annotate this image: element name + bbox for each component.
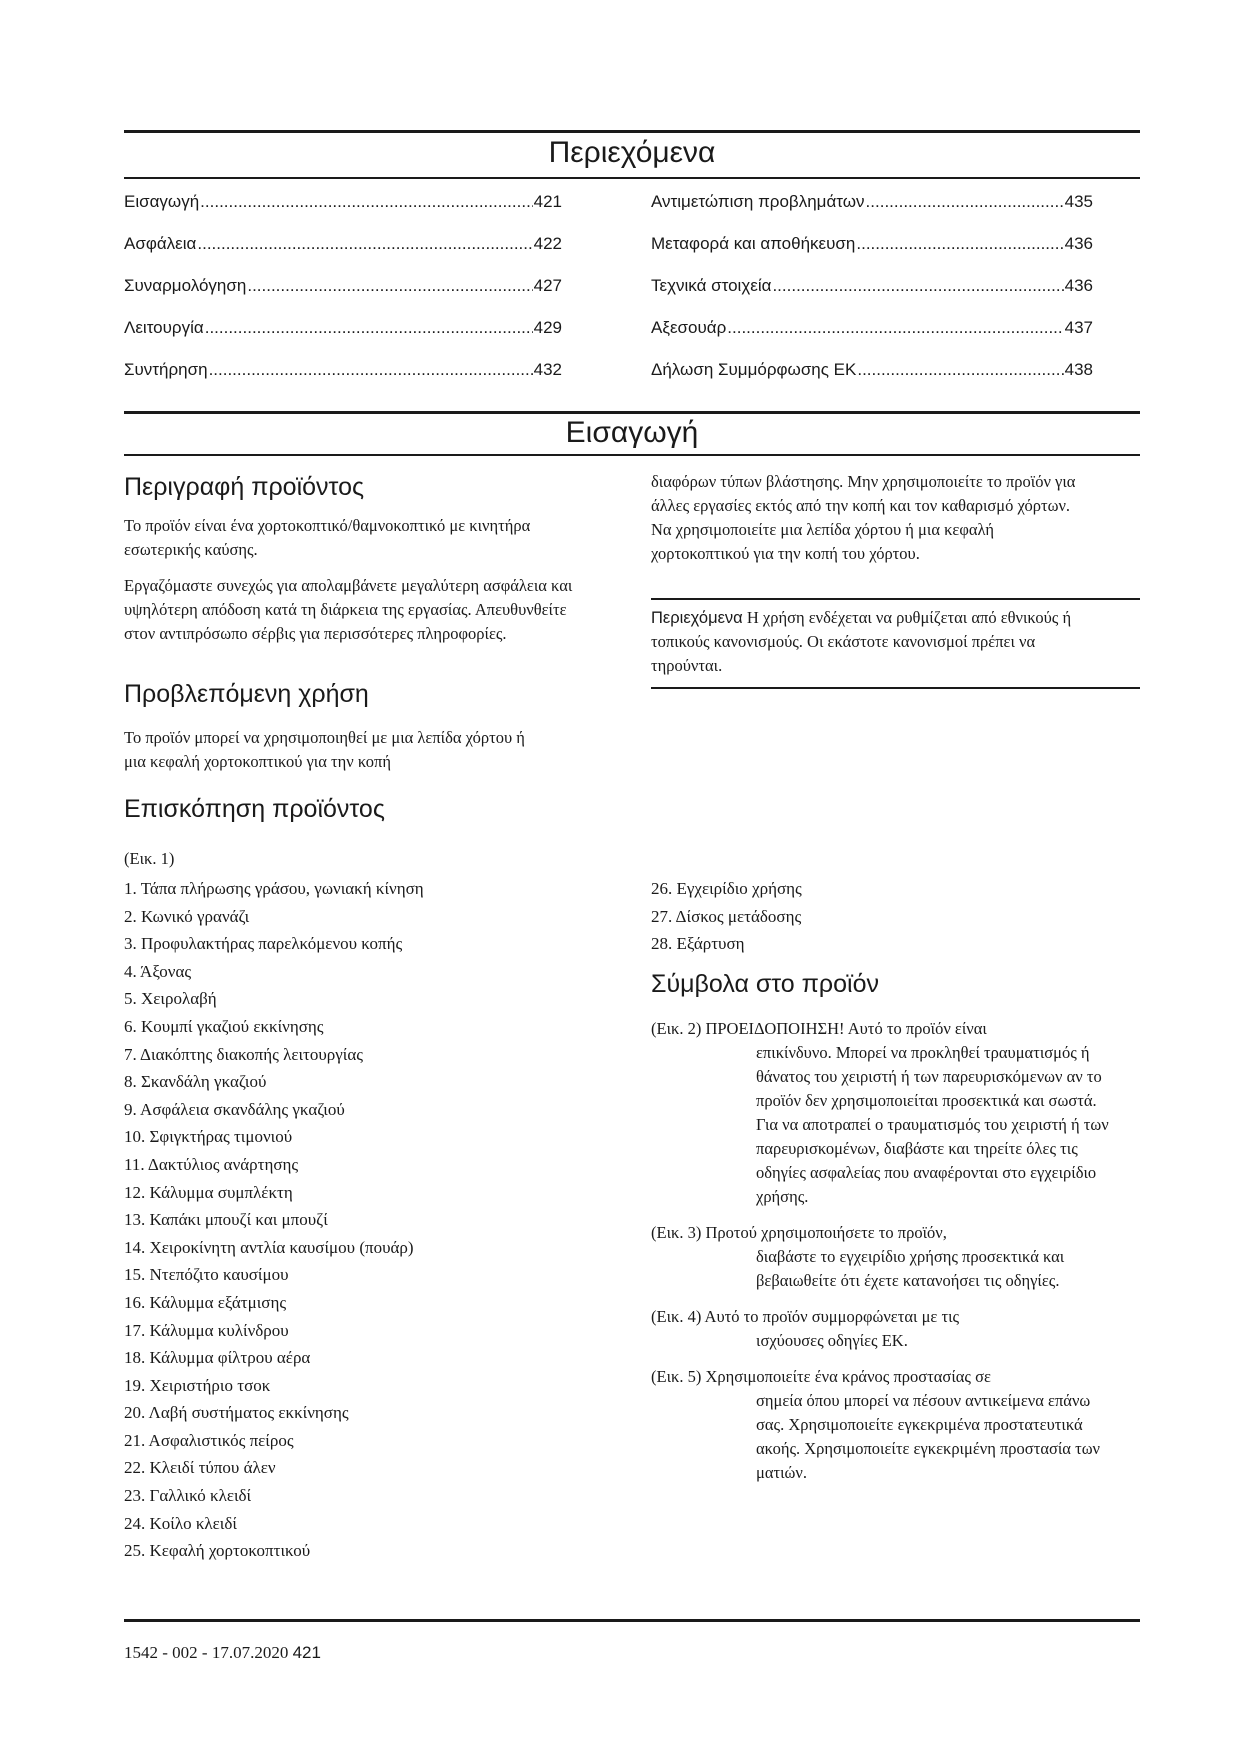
footer-rule <box>124 1619 1140 1622</box>
contents-title: Περιεχόμενα <box>548 136 716 169</box>
list-item: 15. Ντεπόζιτο καυσίμου <box>124 1265 289 1285</box>
list-item: 28. Εξάρτυση <box>651 934 745 954</box>
list-item: 11. Δακτύλιος ανάρτησης <box>124 1154 299 1174</box>
toc-entry[interactable]: Ασφάλεια ..... 422 <box>124 234 562 276</box>
toc-entry[interactable]: Αξεσουάρ ..... 437 <box>651 318 1093 360</box>
list-item: 4. Άξονας <box>124 961 192 981</box>
toc-entry[interactable]: Λειτουργία ..... 429 <box>124 318 562 360</box>
toc-entry[interactable]: Εισαγωγή ..... 421 <box>124 192 562 234</box>
symbol-entry: (Εικ. 2) ΠΡΟΕΙΔΟΠΟΙΗΣΗ! Αυτό το προϊόν είναι επικίνδυνο. Μπορεί να προκληθεί τραυματισμός ή θάνατος του χειριστή ή των παρευρισκόμενων αν το προϊόν δεν χρησιμοποιείται προσεκτικά και σωστά. Για να αποτραπεί ο τραυματισμός του χειριστή ή των παρευρισκομένων, διαβάστε και τηρείτε όλες τις οδηγίες ασφαλείας που αναφέρονται στο εγχειρίδιο χρήσης. <box>651 1019 1109 1206</box>
list-item: 6. Κουμπί γκαζιού εκκίνησης <box>124 1016 324 1036</box>
list-item: 2. Κωνικό γρανάζι <box>124 906 250 926</box>
symbols-heading: Σύμβολα στο προϊόν <box>651 970 879 998</box>
list-item: 25. Κεφαλή χορτοκοπτικού <box>124 1541 311 1561</box>
note-label: Περιεχόμενα <box>651 609 743 627</box>
page-footer <box>124 1643 321 1663</box>
symbol-entry: (Εικ. 5) Χρησιμοποιείτε ένα κράνος προστασίας σε σημεία όπου μπορεί να πέσουν αντικείμενα επάνω σας. Χρησιμοποιείτε εγκεκριμένα προστατευτικά ακοής. Χρησιμοποιείτε εγκεκριμένη προστασία των ματιών. <box>651 1367 1101 1482</box>
list-item: 19. Χειριστήριο τσοκ <box>124 1375 271 1395</box>
toc-entry[interactable]: Δήλωση Συμμόρφωσης ΕΚ ..... 438 <box>651 360 1093 402</box>
parts-list-left <box>124 875 424 1565</box>
list-item: 9. Ασφάλεια σκανδάλης γκαζιού <box>124 1099 345 1119</box>
list-item: 26. Εγχειρίδιο χρήσης <box>651 879 802 898</box>
list-item: 16. Κάλυμμα εξάτμισης <box>124 1292 287 1312</box>
list-item: 5. Χειρολαβή <box>124 989 217 1009</box>
page-number: 421 <box>292 1643 321 1662</box>
intro-bottom-rule <box>124 454 1140 456</box>
list-item: 22. Κλειδί τύπου άλεν <box>124 1458 276 1478</box>
intro-top-rule <box>124 411 1140 414</box>
contents-bottom-rule <box>124 177 1140 179</box>
list-item: 23. Γαλλικό κλειδί <box>124 1486 252 1506</box>
list-item: 7. Διακόπτης διακοπής λειτουργίας <box>124 1044 364 1064</box>
list-item: 20. Λαβή συστήματος εκκίνησης <box>124 1403 349 1423</box>
overview-heading: Επισκόπηση προϊόντος <box>124 795 385 823</box>
list-item: 14. Χειροκίνητη αντλία καυσίμου (πουάρ) <box>124 1237 414 1257</box>
toc-entry[interactable]: Συναρμολόγηση ..... 427 <box>124 276 562 318</box>
overview-fig-ref: (Εικ. 1) <box>124 849 175 868</box>
note-bottom-rule <box>651 687 1140 689</box>
note-top-rule <box>651 598 1140 600</box>
list-item: 1. Τάπα πλήρωσης γράσου, γωνιακή κίνηση <box>124 879 424 898</box>
list-item: 27. Δίσκος μετάδοσης <box>651 906 802 926</box>
symbol-entry: (Εικ. 3) Προτού χρησιμοποιήσετε το προϊόν, διαβάστε το εγχειρίδιο χρήσης προσεκτικά και βεβαιωθείτε ότι έχετε κατανοήσει τις οδηγίες. <box>651 1223 1065 1290</box>
parts-list-right <box>651 875 802 958</box>
list-item: 13. Καπάκι μπουζί και μπουζί <box>124 1210 328 1230</box>
regulation-note <box>651 606 1091 678</box>
toc-entry[interactable]: Συντήρηση ..... 432 <box>124 360 562 402</box>
toc-right-column <box>651 192 1093 402</box>
contents-top-rule <box>124 130 1140 133</box>
description-paragraph-1: Το προϊόν είναι ένα χορτοκοπτικό/θαμνοκοπτικό με κινητήρα εσωτερικής καύσης. <box>124 516 531 559</box>
toc-entry[interactable]: Μεταφορά και αποθήκευση ..... 436 <box>651 234 1093 276</box>
list-item: 24. Κοίλο κλειδί <box>124 1513 237 1533</box>
list-item: 8. Σκανδάλη γκαζιού <box>124 1072 267 1092</box>
description-heading: Περιγραφή προϊόντος <box>124 473 365 501</box>
list-item: 21. Ασφαλιστικός πείρος <box>124 1430 294 1450</box>
toc-entry[interactable]: Αντιμετώπιση προβλημάτων ..... 435 <box>651 192 1093 234</box>
toc-entry[interactable]: Τεχνικά στοιχεία ..... 436 <box>651 276 1093 318</box>
symbol-entry: (Εικ. 4) Αυτό το προϊόν συμμορφώνεται με τις ισχύουσες οδηγίες ΕΚ. <box>651 1307 960 1350</box>
description-paragraph-2: Εργαζόμαστε συνεχώς για απολαμβάνετε μεγαλύτερη ασφάλεια και υψηλότερη απόδοση κατά τη διάρκεια της εργασίας. Απευθυνθείτε στον αντιπρόσωπο σέρβις για περισσότερες πληροφορίες. <box>124 576 573 643</box>
list-item: 17. Κάλυμμα κυλίνδρου <box>124 1320 289 1340</box>
intended-use-heading: Προβλεπόμενη χρήση <box>124 680 369 708</box>
footer-code: 1542 - 002 - 17.07.2020 <box>124 1643 289 1662</box>
symbols-list <box>651 1017 1121 1497</box>
intended-use-paragraph: Το προϊόν μπορεί να χρησιμοποιηθεί με μια λεπίδα χόρτου ή μια κεφαλή χορτοκοπτικού για την κοπή <box>124 728 525 771</box>
toc-left-column <box>124 192 562 402</box>
note-text: Η χρήση ενδέχεται να ρυθμίζεται από εθνικούς ή τοπικούς κανονισμούς. Οι εκάστοτε κανονισμοί πρέπει να τηρούνται. <box>651 608 1072 675</box>
list-item: 12. Κάλυμμα συμπλέκτη <box>124 1182 293 1202</box>
intended-use-continuation: διαφόρων τύπων βλάστησης. Μην χρησιμοποιείτε το προϊόν για άλλες εργασίες εκτός από την κοπή και τον καθαρισμό χόρτων. Να χρησιμοποιείτε μια λεπίδα χόρτου ή μια κεφαλή χορτοκοπτικού για την κοπή του χόρτου. <box>651 472 1076 563</box>
list-item: 3. Προφυλακτήρας παρελκόμενου κοπής <box>124 934 403 954</box>
intro-title: Εισαγωγή <box>565 416 699 449</box>
list-item: 10. Σφιγκτήρας τιμονιού <box>124 1127 293 1147</box>
list-item: 18. Κάλυμμα φίλτρου αέρα <box>124 1348 311 1368</box>
